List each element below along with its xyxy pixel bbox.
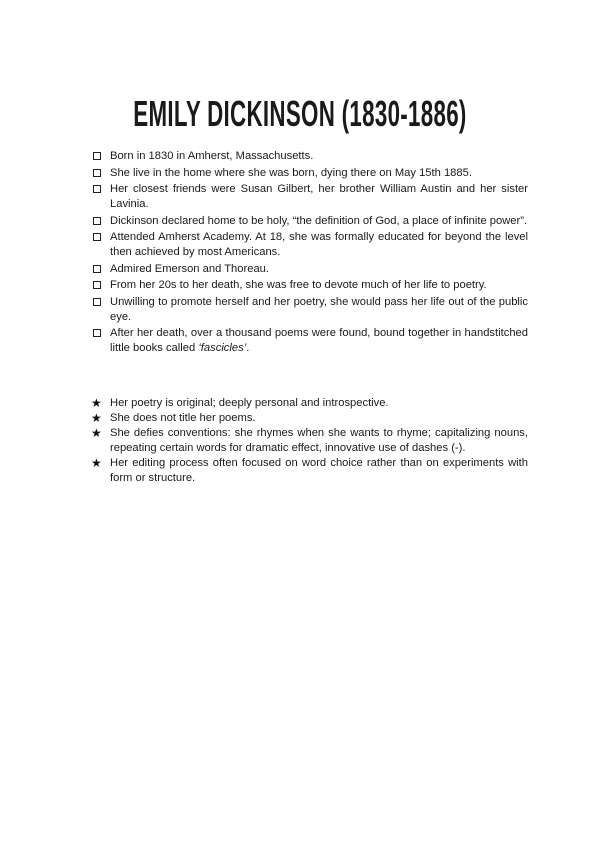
star-icon: ★: [91, 426, 102, 440]
list-item-text: Her closest friends were Susan Gilbert, her brother William Austin and her sister Lavinia.: [110, 183, 528, 210]
list-item-text-part: .: [246, 342, 250, 354]
list-item: [90, 426, 528, 456]
list-item: [90, 326, 528, 356]
list-item-text: [110, 327, 528, 354]
list-item: [90, 214, 528, 229]
list-item: [90, 166, 528, 181]
list-item-text: Her poetry is original; deeply personal and introspective.: [110, 397, 389, 409]
checkbox-icon[interactable]: [93, 265, 101, 273]
list-item: [90, 278, 528, 293]
list-item-text: She live in the home where she was born, dying there on May 15th 1885.: [110, 166, 472, 179]
list-item: [90, 295, 528, 325]
list-item-text: Admired Emerson and Thoreau.: [110, 262, 269, 275]
list-item: [90, 182, 528, 212]
list-item: [90, 262, 528, 277]
checkbox-icon[interactable]: [93, 298, 101, 306]
checkbox-icon[interactable]: [93, 185, 101, 193]
checkbox-icon[interactable]: [93, 281, 101, 289]
list-item-text: Attended Amherst Academy. At 18, she was formally educated for beyond the level then achieved by most Americans.: [110, 231, 528, 258]
page-title: EMILY DICKINSON (1830-1886): [133, 93, 467, 135]
list-item: [90, 411, 528, 426]
checkbox-icon[interactable]: [93, 233, 101, 241]
list-item-text-part: After her death, over a thousand poems were found, bound together in handstitched little books called: [110, 327, 528, 354]
biography-checklist: [90, 149, 528, 358]
checkbox-icon[interactable]: [93, 329, 101, 337]
checkbox-icon[interactable]: [93, 169, 101, 177]
star-icon: ★: [91, 411, 102, 425]
list-item-text: From her 20s to her death, she was free to devote much of her life to poetry.: [110, 279, 487, 291]
poetry-characteristics-list: [90, 396, 528, 486]
star-icon: ★: [91, 456, 102, 470]
list-item-text: Born in 1830 in Amherst, Massachusetts.: [110, 150, 314, 162]
list-item-text: Her editing process often focused on word choice rather than on experiments with form or structure.: [110, 457, 528, 484]
list-item-text: She defies conventions: she rhymes when she wants to rhyme; capitalizing nouns, repeating certain words for dramatic effect, innovative use of dashes (-).: [110, 427, 528, 454]
checkbox-icon[interactable]: [93, 217, 101, 225]
list-item-text: Unwilling to promote herself and her poetry, she would pass her life out of the public eye.: [110, 295, 528, 323]
list-item: [90, 149, 528, 164]
checkbox-icon[interactable]: [93, 152, 101, 160]
list-item-text: She does not title her poems.: [110, 412, 256, 424]
list-item: [90, 230, 528, 260]
list-item: [90, 396, 528, 411]
list-item: [90, 456, 528, 486]
fascicles-emphasis: ‘fascicles’: [198, 342, 247, 354]
star-icon: ★: [91, 396, 102, 410]
list-item-text: Dickinson declared home to be holy, “the definition of God, a place of infinite power”.: [110, 214, 528, 227]
